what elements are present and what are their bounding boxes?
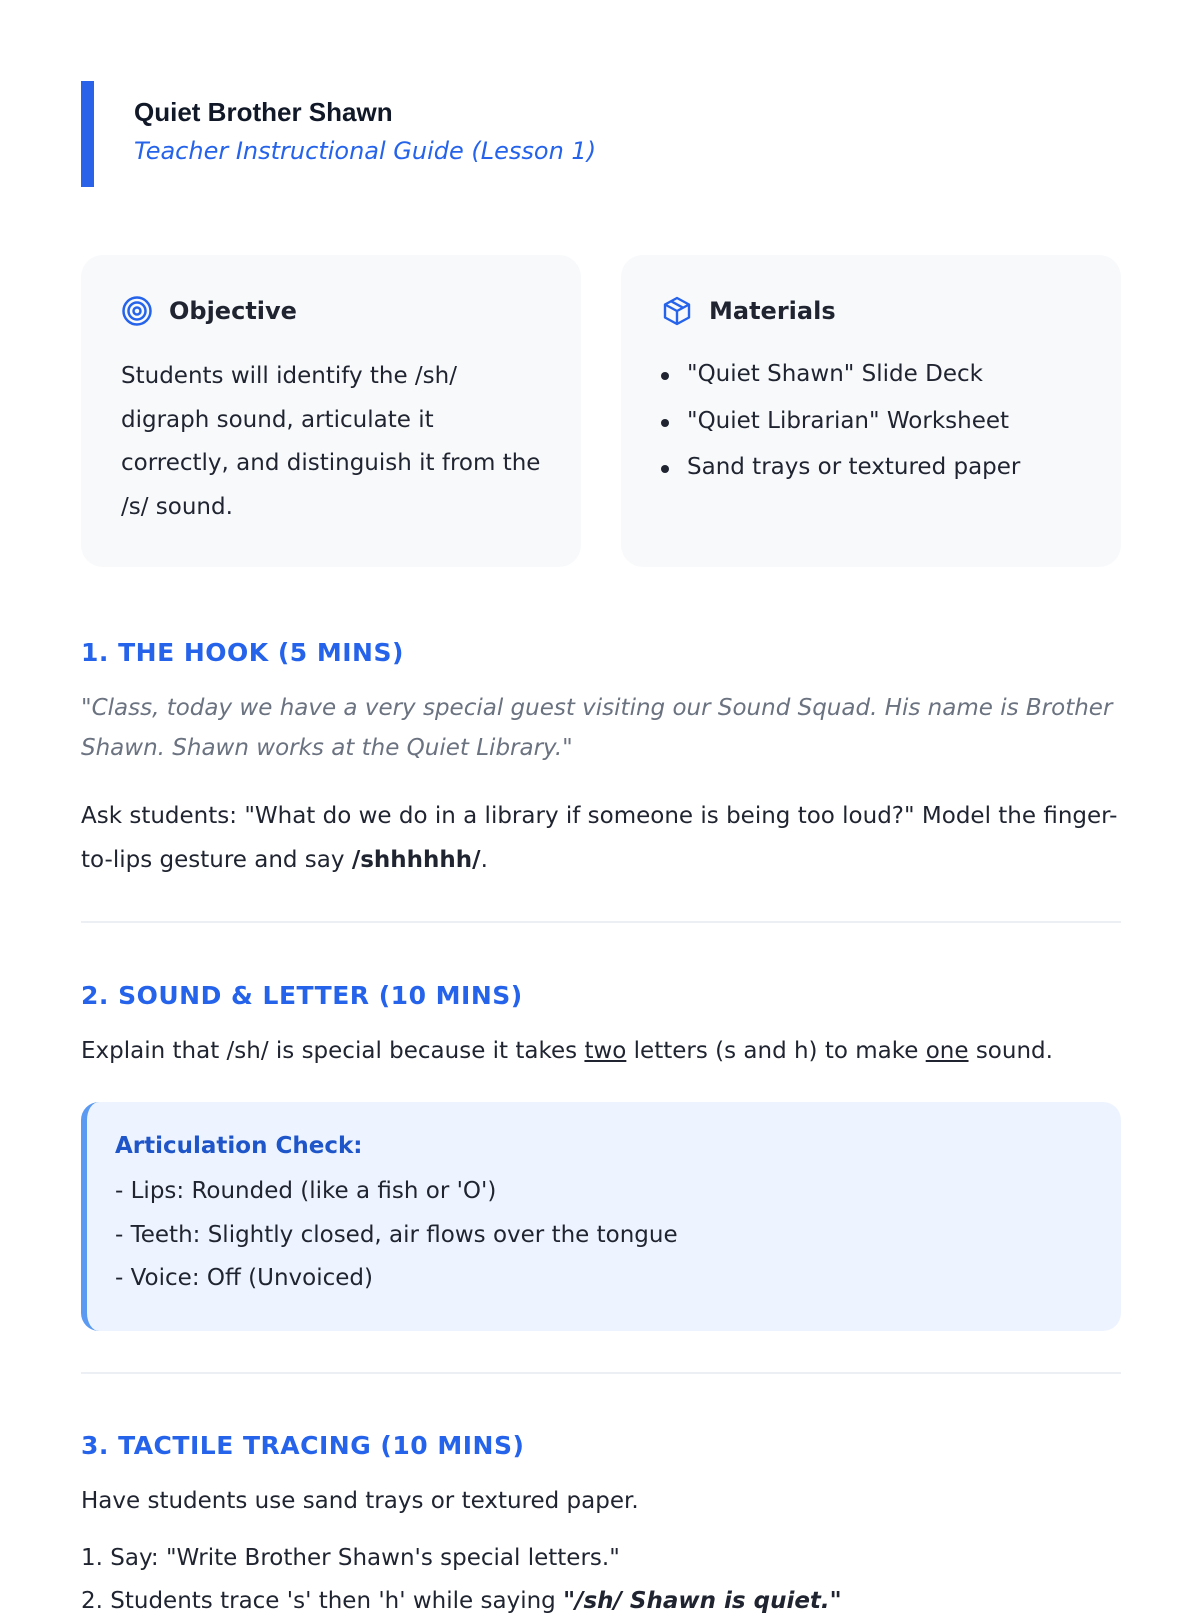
section-heading-tactile: 3. TACTILE TRACING (10 MINS) bbox=[81, 1431, 525, 1460]
section-heading-sound-letter: 2. SOUND & LETTER (10 MINS) bbox=[81, 981, 523, 1010]
materials-title: Materials bbox=[709, 297, 836, 325]
callout-list bbox=[115, 1170, 1093, 1301]
materials-card bbox=[621, 255, 1121, 567]
list-item: - Voice: Off (Unvoiced) bbox=[115, 1265, 373, 1291]
tactile-paragraph: Have students use sand trays or textured paper. bbox=[81, 1488, 639, 1514]
list-item-label: "Quiet Librarian" Worksheet bbox=[687, 407, 1010, 434]
articulation-callout bbox=[81, 1102, 1121, 1331]
hook-paragraph-text: Ask students: "What do we do in a library if someone is being too loud?" Model the finger-to-lips gesture and say bbox=[81, 803, 1118, 873]
list-item-label: "Quiet Shawn" Slide Deck bbox=[687, 361, 983, 387]
bullet-icon bbox=[661, 419, 669, 427]
doc-header bbox=[81, 81, 596, 187]
list-item bbox=[661, 398, 1081, 445]
callout-title: Articulation Check: bbox=[115, 1133, 363, 1159]
hook-paragraph bbox=[81, 795, 1121, 882]
list-item: - Lips: Rounded (like a fish or 'O') bbox=[115, 1178, 497, 1204]
materials-card-header bbox=[661, 295, 1081, 327]
tactile-step-2-text: 2. Students trace 's' then 'h' while saying bbox=[81, 1588, 564, 1614]
objective-card bbox=[81, 255, 581, 567]
tactile-step-2 bbox=[81, 1585, 1121, 1617]
objective-title: Objective bbox=[169, 297, 297, 325]
tactile-step-1: 1. Say: "Write Brother Shawn's special letters." bbox=[81, 1545, 620, 1571]
underline-one: one bbox=[925, 1038, 969, 1064]
bullet-icon bbox=[661, 372, 669, 380]
section-heading-hook: 1. THE HOOK (5 MINS) bbox=[81, 638, 404, 667]
section-divider bbox=[81, 921, 1121, 923]
sound-letter-text-c: sound. bbox=[968, 1038, 1053, 1064]
header-accent-bar bbox=[81, 81, 94, 187]
hook-sound-emphasis: /shhhhhh/ bbox=[351, 846, 481, 873]
list-item bbox=[661, 351, 1081, 398]
hook-paragraph-end: . bbox=[480, 846, 488, 873]
list-item bbox=[661, 444, 1081, 491]
page-subtitle: Teacher Instructional Guide (Lesson 1) bbox=[134, 137, 597, 165]
section-divider bbox=[81, 1372, 1121, 1374]
page-title: Quiet Brother Shawn bbox=[134, 97, 393, 127]
sound-letter-paragraph bbox=[81, 1035, 1121, 1067]
list-item: - Teeth: Slightly closed, air flows over the tongue bbox=[115, 1221, 678, 1248]
target-icon bbox=[121, 295, 153, 327]
objective-text: Students will identify the /sh/ digraph sound, articulate it correctly, and distinguish it from the /s/ sound. bbox=[121, 363, 541, 520]
objective-card-header bbox=[121, 295, 541, 327]
sound-letter-text-a: Explain that /sh/ is special because it takes bbox=[81, 1038, 585, 1064]
materials-list bbox=[661, 351, 1081, 491]
box-icon bbox=[661, 295, 693, 327]
hook-quote: "Class, today we have a very special guest visiting our Sound Squad. His name is Brother Shawn. Shawn works at the Quiet Library." bbox=[81, 695, 1113, 761]
bullet-icon bbox=[661, 465, 669, 473]
sound-letter-text-b: letters (s and h) to make bbox=[626, 1038, 926, 1064]
list-item-label: Sand trays or textured paper bbox=[687, 454, 1021, 480]
tactile-step-2-emphasis: "/sh/ Shawn is quiet." bbox=[563, 1588, 842, 1614]
underline-two: two bbox=[584, 1038, 627, 1064]
